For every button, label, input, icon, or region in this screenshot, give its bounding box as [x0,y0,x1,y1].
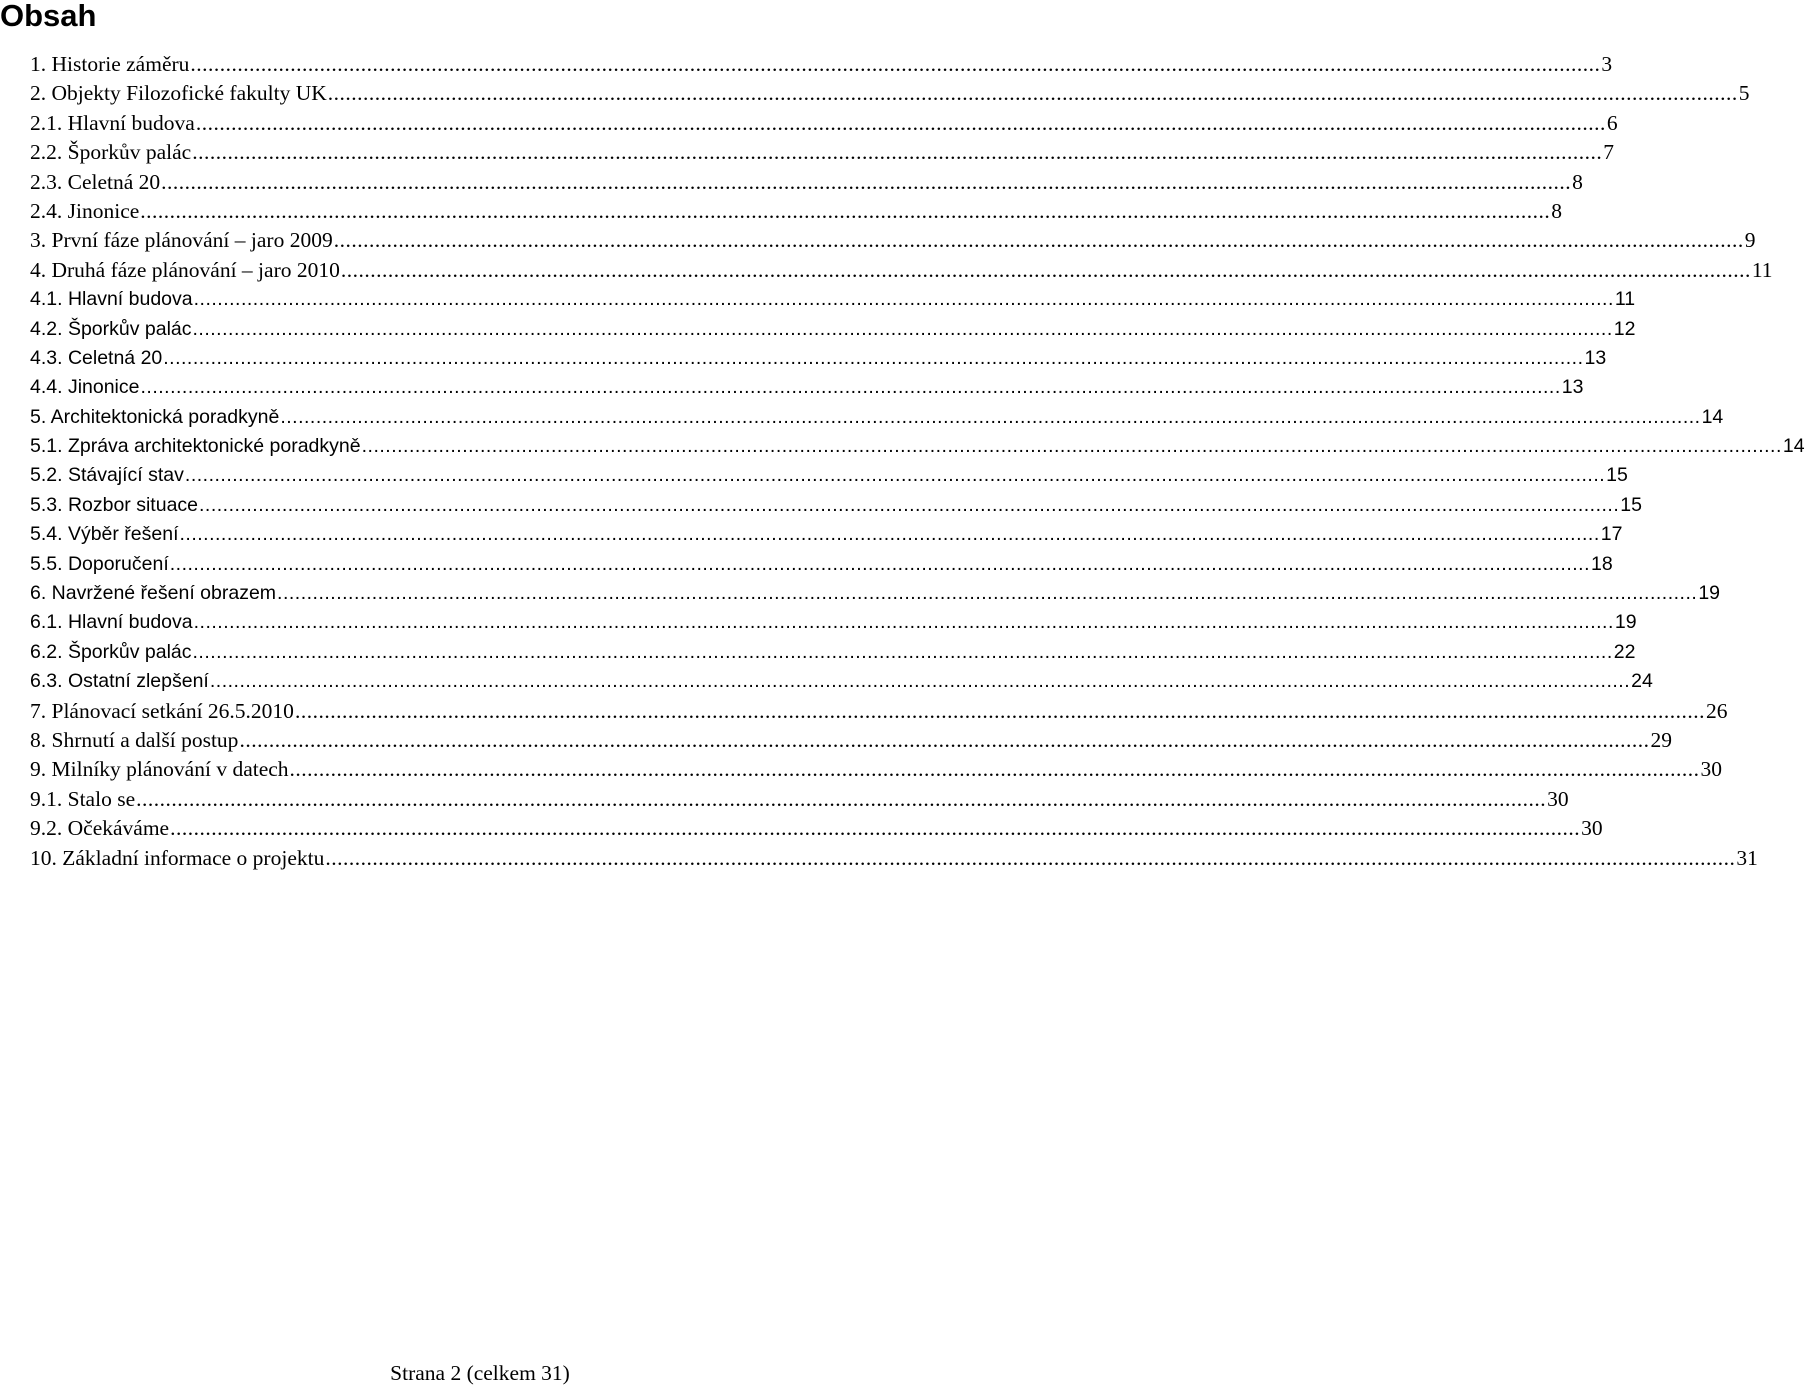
dot-leader [328,79,1738,108]
toc-entry[interactable] [30,461,1628,490]
dot-leader [196,109,1606,138]
toc-entry[interactable] [30,138,1614,167]
toc-entry[interactable] [30,520,1623,549]
toc-entry-page: 6 [1606,110,1618,135]
toc-entry[interactable] [30,608,1637,637]
toc-entry-title: 8. Shrnutí a další postup [30,727,239,752]
dot-leader [295,697,1705,726]
dot-leader [180,520,1600,549]
toc-entry-page: 22 [1613,640,1636,663]
toc-entry[interactable] [30,226,1756,255]
toc-entry-title: 5.1. Zpráva architektonické poradkyně [30,435,361,458]
toc-entry-page: 17 [1600,523,1623,546]
toc-entry[interactable] [30,79,1750,108]
page-title: Obsah [0,0,97,33]
toc-entry-title: 6.2. Šporkův palác [30,640,192,663]
dot-leader [136,785,1546,814]
toc-entry-page: 9 [1744,228,1756,253]
toc-entry-page: 13 [1561,376,1584,399]
dot-leader [185,461,1605,490]
toc-entry-page: 11 [1614,288,1636,311]
toc-entry[interactable] [30,638,1636,667]
toc-entry[interactable] [30,315,1636,344]
toc-entry[interactable] [30,285,1636,314]
dot-leader [190,50,1600,79]
toc-entry-title: 4.3. Celetná 20 [30,346,163,369]
dot-leader [199,491,1619,520]
toc-entry[interactable] [30,844,1758,873]
toc-entry[interactable] [30,755,1723,784]
toc-entry-title: 6.1. Hlavní budova [30,611,193,634]
toc-entry-title: 4.4. Jinonice [30,376,140,399]
toc-entry-title: 4.1. Hlavní budova [30,288,193,311]
toc-entry-page: 29 [1650,727,1672,752]
toc-entry-title: 6. Navržené řešení obrazem [30,582,277,605]
dot-leader [140,197,1550,226]
toc-entry-page: 19 [1614,611,1637,634]
toc-entry-title: 2.1. Hlavní budova [30,110,195,135]
toc-entry-title: 1. Historie záměru [30,52,190,76]
dot-leader [193,315,1613,344]
dot-leader [170,814,1580,843]
dot-leader [170,550,1590,579]
dot-leader [193,638,1613,667]
toc-entry-title: 10. Základní informace o projektu [30,845,325,870]
page-footer: Strana 2 (celkem 31) [390,1361,570,1385]
dot-leader [277,579,1697,608]
toc-entry-page: 19 [1698,582,1721,605]
toc-entry-title: 4. Druhá fáze plánování – jaro 2010 [30,257,340,282]
toc-entry[interactable] [30,785,1569,814]
toc-entry-page: 14 [1782,435,1805,458]
toc-entry-page: 7 [1603,140,1614,165]
toc-entry-page: 31 [1736,845,1758,870]
toc-entry-page: 30 [1700,757,1723,782]
dot-leader [280,403,1700,432]
toc-entry[interactable] [30,373,1584,402]
toc-entry[interactable] [30,432,1805,461]
toc-entry-title: 4.2. Šporkův palác [30,317,192,340]
toc-entry-page: 15 [1620,493,1642,516]
toc-entry[interactable] [30,550,1613,579]
toc-entry-page: 5 [1738,81,1750,106]
toc-entry-title: 5.2. Stávající stav [30,464,184,487]
dot-leader [334,226,1744,255]
toc-entry[interactable] [30,344,1607,373]
toc-entry[interactable] [30,726,1672,755]
toc-entry-title: 7. Plánovací setkání 26.5.2010 [30,698,294,723]
toc-entry-title: 9.2. Očekáváme [30,816,170,841]
toc-entry-title: 3. První fáze plánování – jaro 2009 [30,228,333,253]
dot-leader [362,432,1782,461]
toc-entry[interactable] [30,579,1721,608]
toc-entry[interactable] [30,403,1724,432]
dot-leader [141,373,1561,402]
toc-entry-title: 6.3. Ostatní zlepšení [30,670,209,693]
dot-leader [163,344,1583,373]
dot-leader [192,138,1602,167]
dot-leader [341,256,1751,285]
toc-entry-page: 26 [1705,698,1728,723]
toc-entry-title: 9. Milníky plánování v datech [30,757,289,782]
toc-entry-page: 30 [1581,816,1603,841]
toc-entry-title: 5.4. Výběr řešení [30,523,179,546]
dot-leader [194,285,1614,314]
dot-leader [290,755,1700,784]
dot-leader [210,667,1630,696]
toc-entry[interactable] [30,814,1603,843]
toc-entry-page: 12 [1613,317,1636,340]
toc-entry[interactable] [30,697,1728,726]
toc-entry-page: 18 [1591,552,1613,575]
toc-entry[interactable] [30,667,1653,696]
toc-entry[interactable] [30,50,1613,79]
toc-entry-page: 14 [1701,405,1724,428]
toc-entry-title: 9.1. Stalo se [30,786,136,811]
dot-leader [161,168,1571,197]
toc-entry-page: 11 [1751,257,1773,282]
toc-entry-page: 30 [1547,786,1569,811]
toc-entry-title: 5. Architektonická poradkyně [30,405,280,428]
toc-entry-title: 2. Objekty Filozofické fakulty UK [30,81,327,106]
dot-leader [239,726,1649,755]
toc-entry[interactable] [30,168,1583,197]
table-of-contents [30,50,1805,873]
toc-entry-page: 13 [1584,346,1607,369]
toc-entry-page: 3 [1601,52,1613,76]
toc-entry-title: 2.2. Šporkův palác [30,140,192,165]
dot-leader [194,608,1614,637]
toc-entry-page: 8 [1572,169,1583,194]
toc-entry-title: 2.3. Celetná 20 [30,169,161,194]
dot-leader [325,844,1735,873]
toc-entry[interactable] [30,491,1642,520]
toc-entry-title: 2.4. Jinonice [30,198,140,223]
toc-entry-title: 5.5. Doporučení [30,552,169,575]
toc-entry[interactable] [30,109,1618,138]
toc-entry-page: 24 [1631,670,1653,693]
toc-entry-page: 8 [1551,198,1563,223]
toc-entry-page: 15 [1606,464,1628,487]
toc-entry-title: 5.3. Rozbor situace [30,493,199,516]
toc-entry[interactable] [30,197,1563,226]
toc-entry[interactable] [30,256,1773,285]
